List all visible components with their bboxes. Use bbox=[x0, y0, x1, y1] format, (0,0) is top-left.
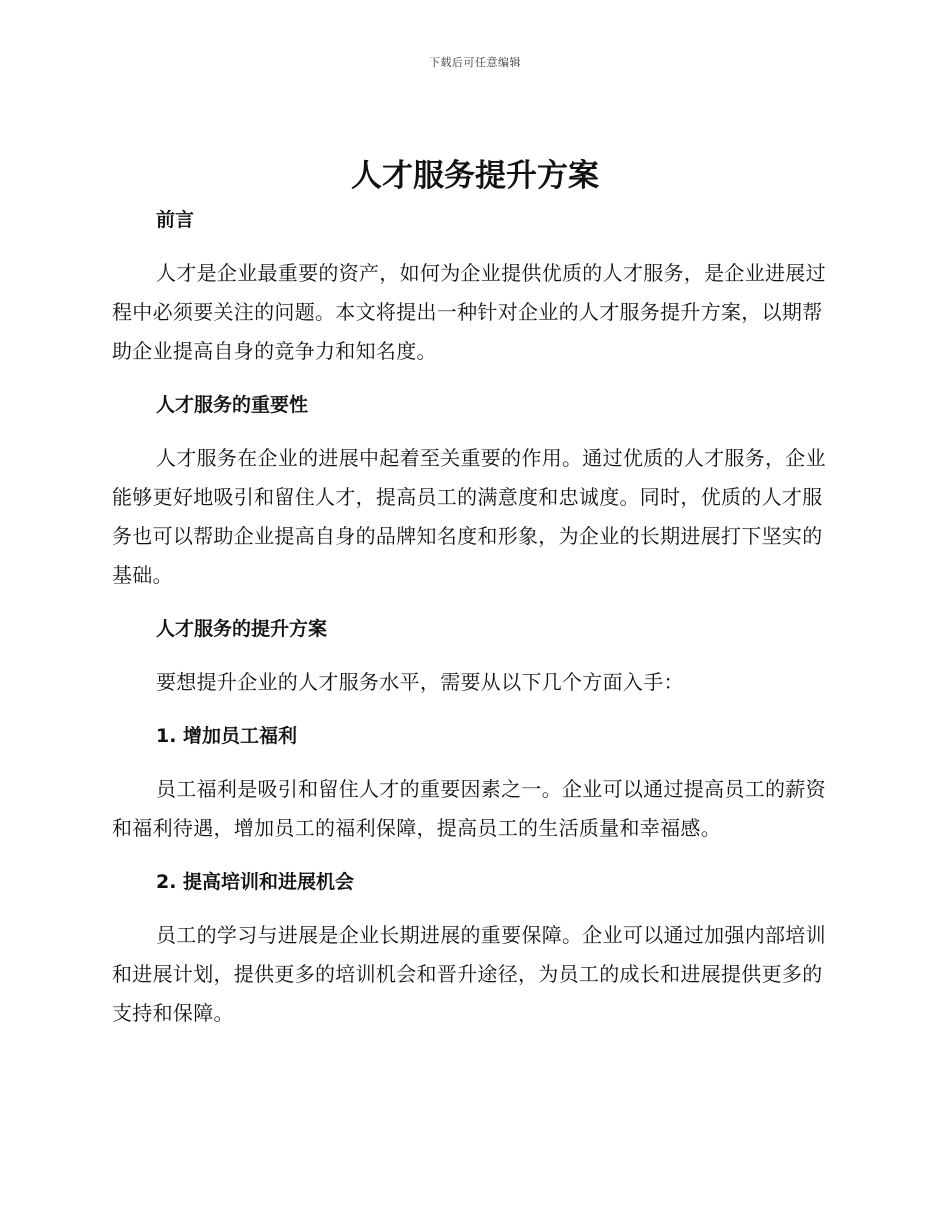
section-heading: 人才服务的重要性 bbox=[156, 394, 309, 416]
section-preface bbox=[112, 200, 834, 371]
document-title: 人才服务提升方案 bbox=[351, 158, 599, 194]
document-body bbox=[112, 200, 834, 1047]
section-training bbox=[112, 862, 834, 1033]
section-heading: 前言 bbox=[156, 209, 195, 231]
section-plan bbox=[112, 609, 834, 702]
paragraph: 人才是企业最重要的资产，如何为企业提供优质的人才服务，是企业进展过程中必须要关注的问题。本文将提出一种针对企业的人才服务提升方案，以期帮助企业提高自身的竞争力和知名度。 bbox=[112, 261, 826, 363]
section-importance bbox=[112, 385, 834, 595]
paragraph: 人才服务在企业的进展中起着至关重要的作用。通过优质的人才服务，企业能够更好地吸引和留住人才，提高员工的满意度和忠诚度。同时，优质的人才服务也可以帮助企业提高自身的品牌知名度和形象，为企业的长期进展打下坚实的基础。 bbox=[112, 446, 826, 587]
section-welfare bbox=[112, 716, 834, 848]
section-heading: 2. 提高培训和进展机会 bbox=[156, 871, 355, 893]
paragraph: 要想提升企业的人才服务水平，需要从以下几个方面入手： bbox=[156, 670, 684, 694]
section-heading: 人才服务的提升方案 bbox=[156, 618, 328, 640]
section-heading: 1. 增加员工福利 bbox=[156, 725, 298, 747]
header-note: 下载后可任意编辑 bbox=[429, 56, 521, 69]
paragraph: 员工的学习与进展是企业长期进展的重要保障。企业可以通过加强内部培训和进展计划，提供更多的培训机会和晋升途径，为员工的成长和进展提供更多的支持和保障。 bbox=[112, 923, 826, 1025]
paragraph: 员工福利是吸引和留住人才的重要因素之一。企业可以通过提高员工的薪资和福利待遇，增加员工的福利保障，提高员工的生活质量和幸福感。 bbox=[112, 777, 826, 840]
